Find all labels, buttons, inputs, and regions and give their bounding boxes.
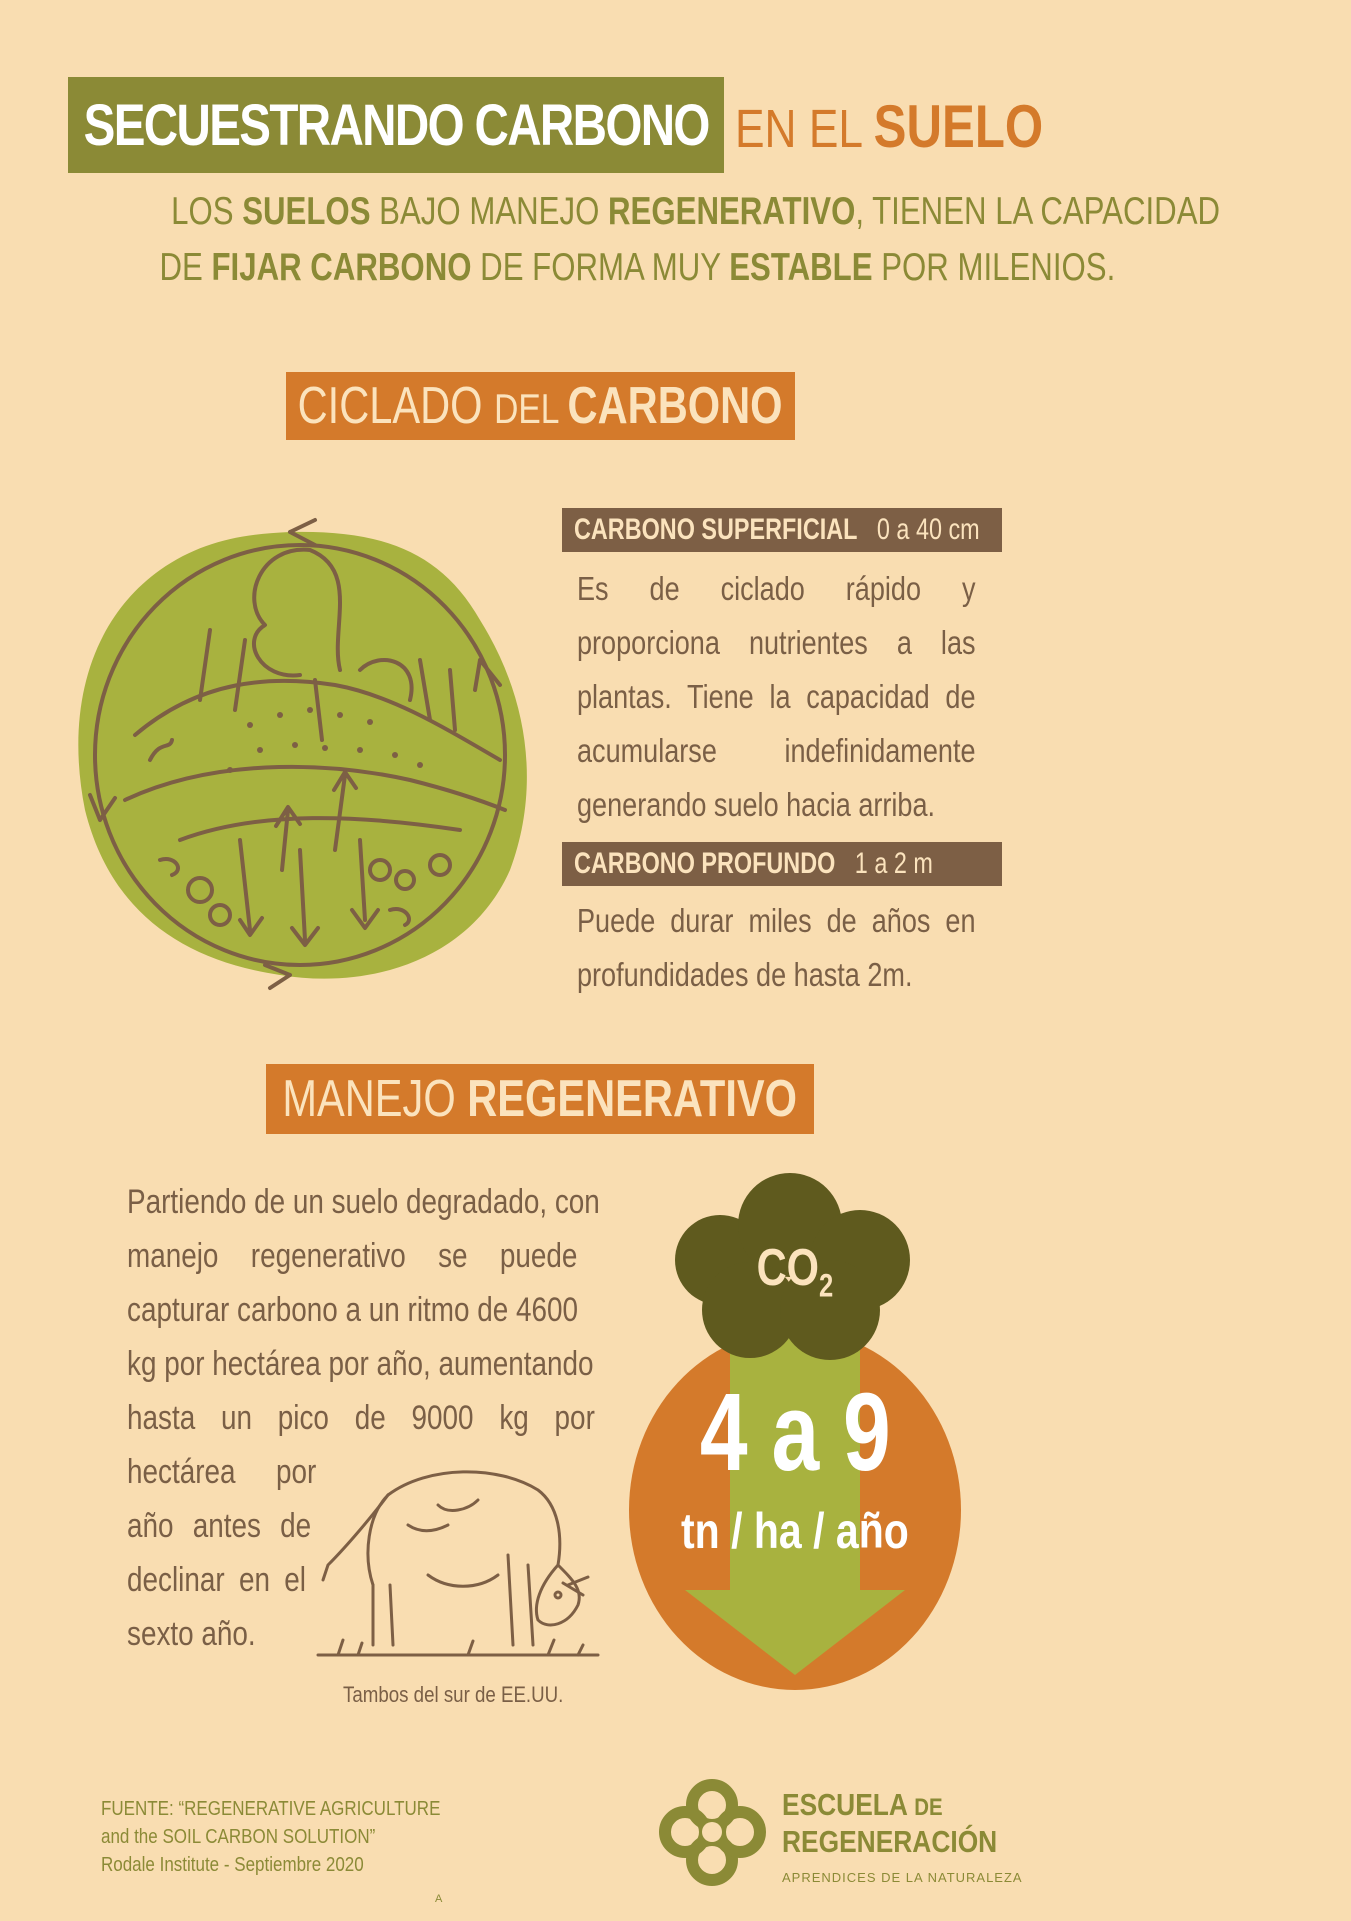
section-title-regen bbox=[266, 1064, 814, 1134]
source-line: and the SOIL CARBON SOLUTION” bbox=[101, 1826, 376, 1848]
regen-line: capturar carbono a un ritmo de 4600 bbox=[127, 1291, 579, 1329]
co2-label bbox=[620, 1238, 970, 1304]
title-small: DEL bbox=[494, 385, 569, 432]
tag-surface-carbon bbox=[562, 508, 1002, 552]
deep-carbon-text: Puede durar miles de años en profundidades de hasta 2m. bbox=[577, 902, 976, 993]
tag-deep-carbon bbox=[562, 842, 1002, 886]
regen-line: declinar en el bbox=[127, 1561, 306, 1599]
title-banner bbox=[68, 77, 724, 173]
regen-line: año antes de bbox=[127, 1507, 312, 1545]
school-name bbox=[782, 1788, 1035, 1859]
tag-label: CARBONO PROFUNDO bbox=[574, 847, 836, 880]
intro-bold: FIJAR CARBONO bbox=[211, 246, 472, 289]
intro-bold: ESTABLE bbox=[729, 246, 873, 289]
regen-line: Partiendo de un suelo degradado, con bbox=[127, 1183, 600, 1221]
regen-line: hectárea por bbox=[127, 1453, 317, 1491]
regen-line: sexto año. bbox=[127, 1615, 256, 1653]
cow-caption bbox=[343, 1682, 602, 1708]
soil-cycle-illustration bbox=[60, 510, 540, 990]
school-de: DE bbox=[914, 1794, 943, 1821]
intro-text: LOS bbox=[171, 190, 243, 233]
title-suelo: SUELO bbox=[873, 92, 1044, 160]
regen-line: manejo regenerativo se puede bbox=[127, 1237, 578, 1275]
intro-text: DE bbox=[159, 246, 212, 289]
rate-value bbox=[620, 1371, 970, 1494]
cow-caption-text: Tambos del sur de EE.UU. bbox=[343, 1682, 564, 1707]
intro-line-2 bbox=[40, 246, 1116, 290]
co2-subscript: 2 bbox=[819, 1267, 834, 1304]
school-tagline: APRENDICES DE LA NATURALEZA bbox=[782, 1870, 1023, 1885]
section-title-cycle bbox=[286, 372, 795, 440]
tag-depth: 1 a 2 m bbox=[854, 847, 933, 880]
regen-line: hasta un pico de 9000 kg por bbox=[127, 1399, 595, 1437]
school-line1: ESCUELA bbox=[782, 1787, 907, 1822]
deep-carbon-text-box bbox=[577, 894, 975, 1002]
rate-unit-text: tn / ha / año bbox=[681, 1503, 909, 1559]
title-main: SECUESTRANDO CARBONO bbox=[83, 92, 709, 158]
title-light: CICLADO bbox=[298, 377, 495, 435]
rate-unit bbox=[620, 1502, 970, 1560]
title-bold: REGENERATIVO bbox=[467, 1070, 798, 1128]
intro-bold: SUELOS bbox=[242, 190, 371, 233]
school-line2: REGENERACIÓN bbox=[782, 1824, 998, 1859]
rate-value-text: 4 a 9 bbox=[699, 1371, 891, 1494]
intro-bold: REGENERATIVO bbox=[608, 190, 856, 233]
source-line: Rodale Institute - Septiembre 2020 bbox=[101, 1854, 364, 1876]
regen-line: kg por hectárea por año, aumentando bbox=[127, 1345, 594, 1383]
title-bold: CARBONO bbox=[568, 377, 783, 435]
title-suffix bbox=[735, 90, 1111, 162]
title-light: MANEJO bbox=[282, 1070, 468, 1128]
page-marker: A bbox=[435, 1893, 443, 1905]
intro-text: DE FORMA MUY bbox=[471, 246, 730, 289]
tag-label: CARBONO SUPERFICIAL bbox=[574, 513, 858, 546]
intro-line-1 bbox=[40, 190, 1221, 234]
co2-text: CO bbox=[756, 1239, 820, 1297]
intro-text: , TIENEN LA CAPACIDAD bbox=[855, 190, 1221, 233]
intro-text: BAJO MANEJO bbox=[370, 190, 609, 233]
cow-illustration bbox=[318, 1455, 598, 1680]
source-citation bbox=[101, 1795, 500, 1879]
intro-text: POR MILENIOS. bbox=[872, 246, 1116, 289]
source-line: FUENTE: “REGENERATIVE AGRICULTURE bbox=[101, 1798, 441, 1820]
tag-depth: 0 a 40 cm bbox=[876, 513, 980, 546]
school-logo-icon bbox=[655, 1775, 770, 1890]
surface-carbon-text: Es de ciclado rápido y proporciona nutrientes a las plantas. Tiene la capacidad de acumularse indefinidamente generando suelo hacia arriba. bbox=[577, 570, 976, 823]
surface-carbon-text-box bbox=[577, 562, 975, 832]
title-en-el: EN EL bbox=[735, 98, 862, 159]
